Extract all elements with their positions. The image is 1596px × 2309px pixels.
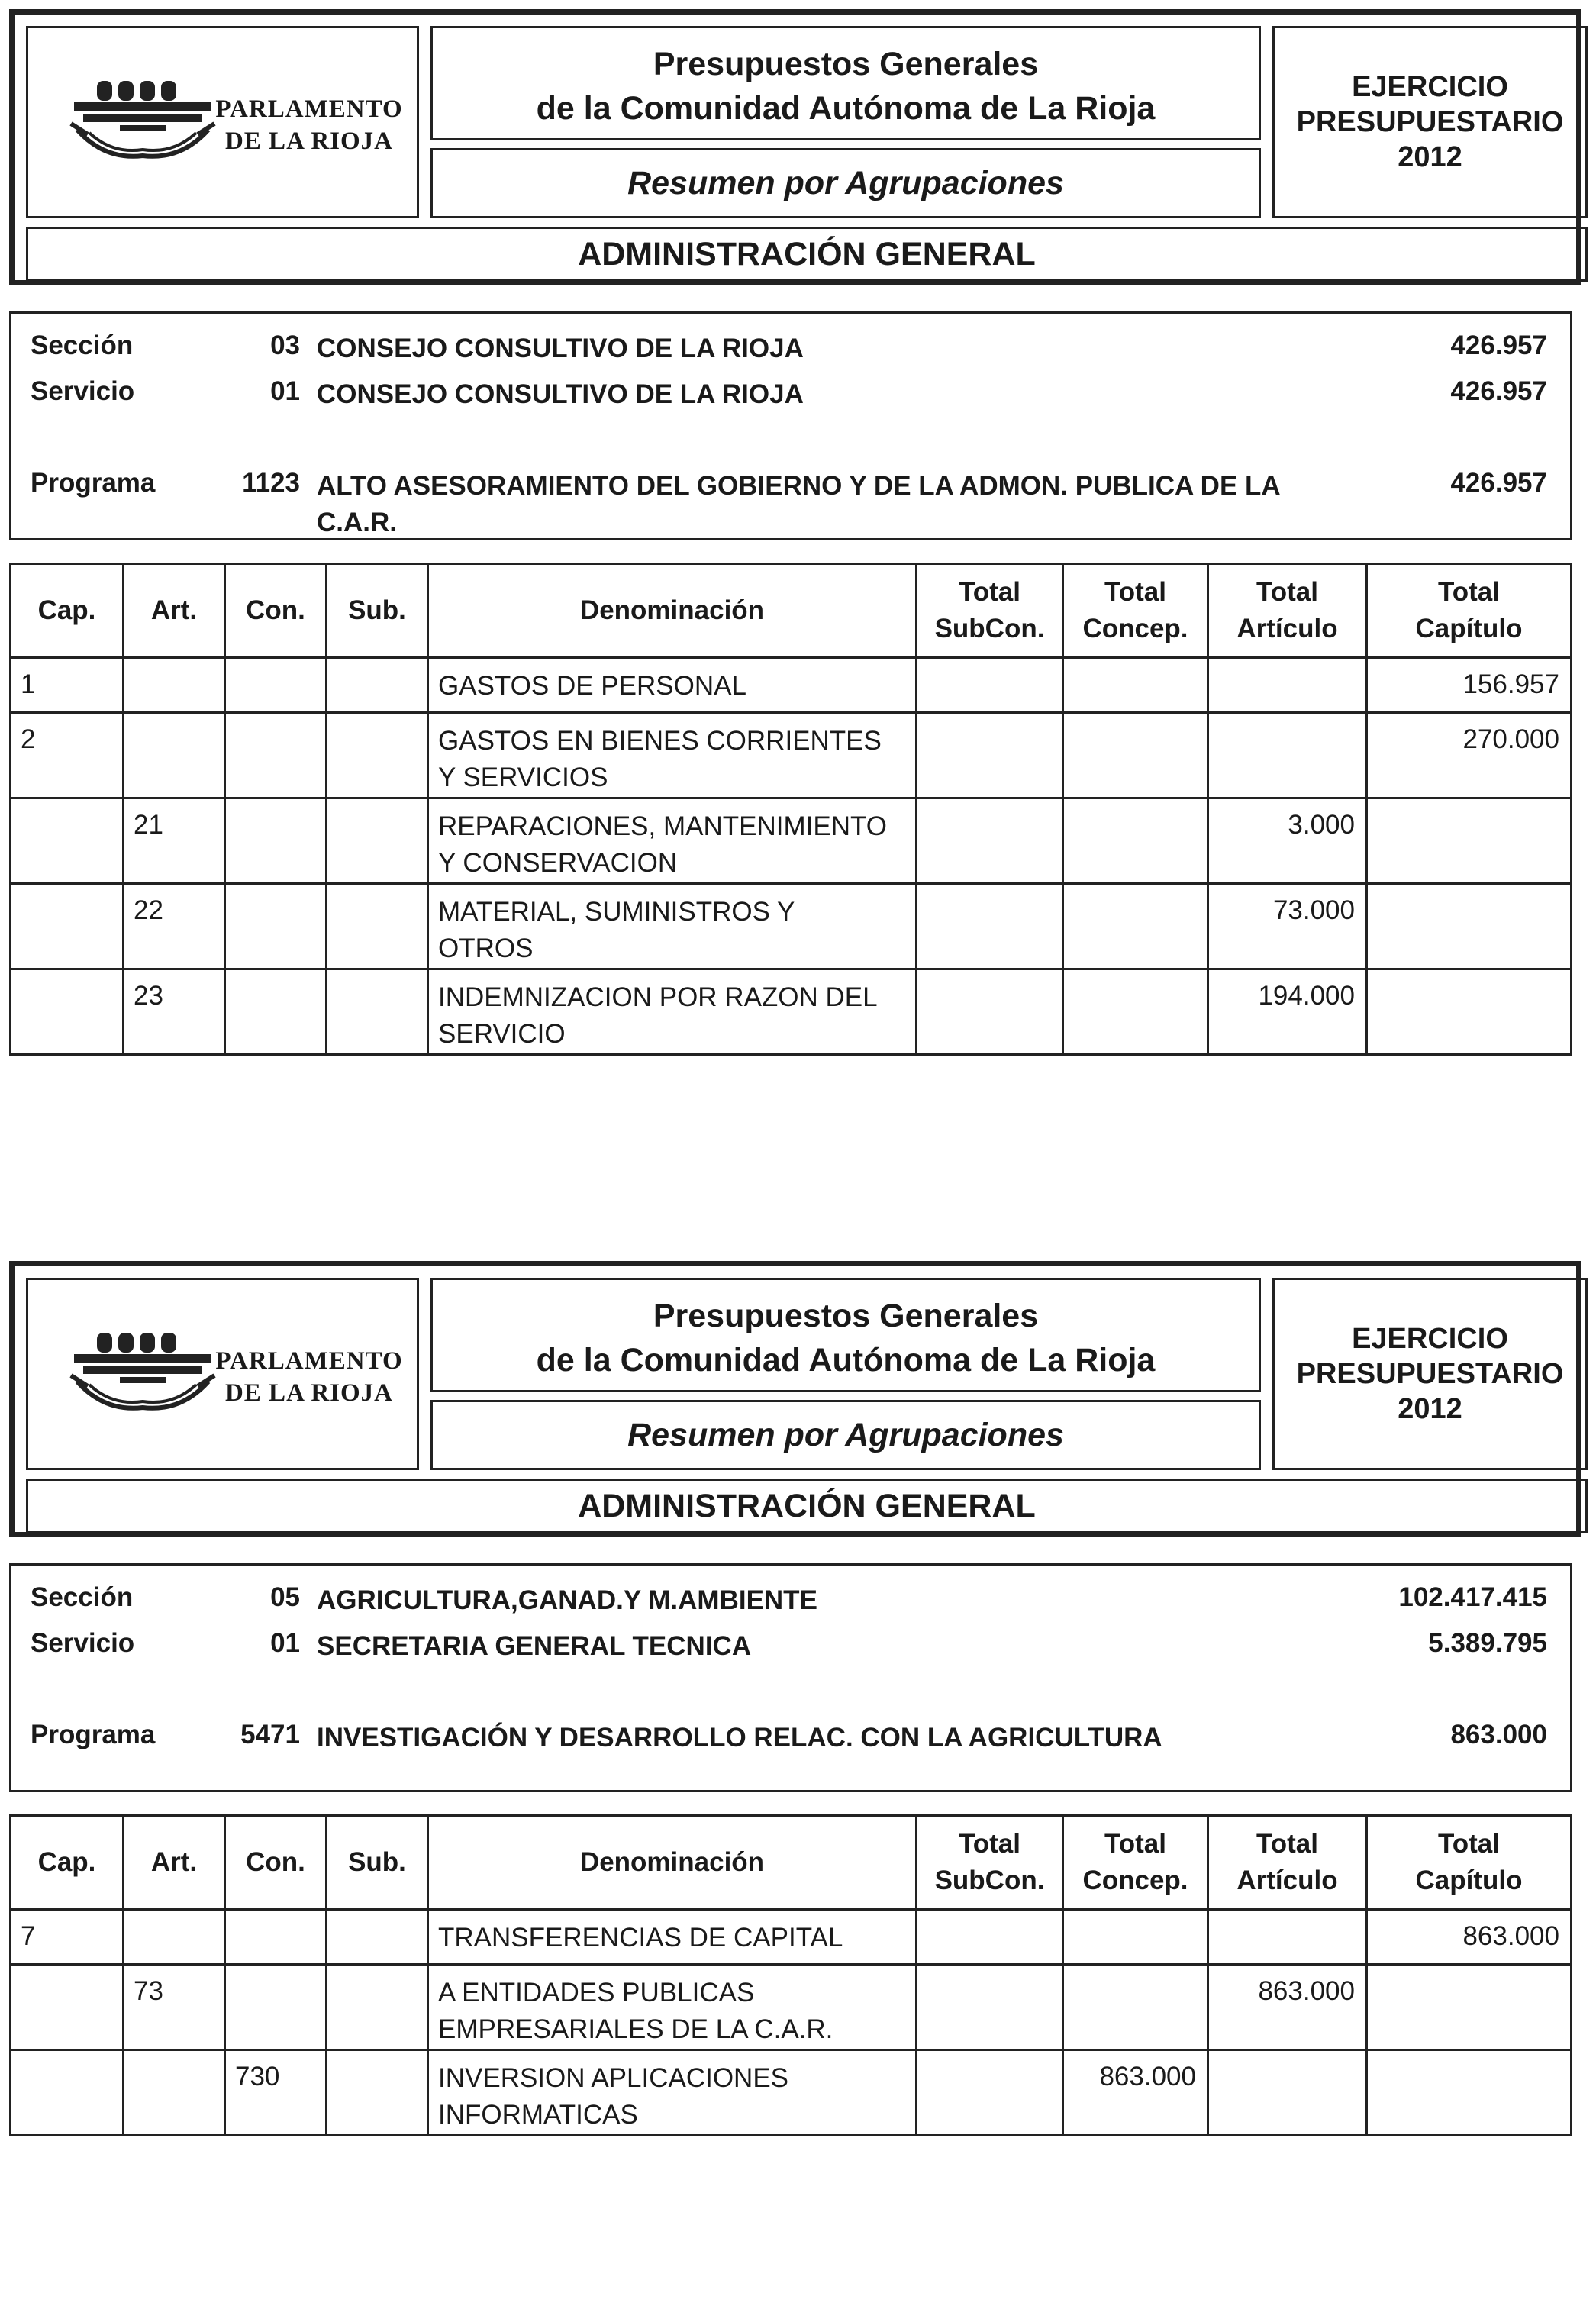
cell-concep [1062, 714, 1207, 797]
cell-capitulo [1365, 970, 1570, 1053]
column-header: Total Concep. [1062, 565, 1207, 656]
column-header: Total Capítulo [1365, 1817, 1570, 1908]
cell-subcon [915, 970, 1062, 1053]
cell-articulo: 73.000 [1207, 885, 1365, 968]
cell-subcon [915, 799, 1062, 882]
administration-title: ADMINISTRACIÓN GENERAL [26, 227, 1588, 282]
section-code: 1123 [242, 468, 300, 498]
parliament-emblem-icon [66, 70, 219, 177]
section-label: Servicio [31, 1628, 135, 1658]
cell-con: 730 [224, 2051, 325, 2134]
section-description: CONSEJO CONSULTIVO DE LA RIOJA [317, 379, 804, 409]
section-amount: 102.417.415 [1398, 1582, 1547, 1612]
column-header: Total Concep. [1062, 1817, 1207, 1908]
table-row [11, 2049, 1570, 2134]
column-header: Sub. [325, 565, 427, 656]
cell-art: 21 [122, 799, 224, 882]
cell-capitulo: 270.000 [1365, 714, 1570, 797]
cell-subcon [915, 714, 1062, 797]
cell-articulo: 3.000 [1207, 799, 1365, 882]
organization-name: PARLAMENTO DE LA RIOJA [215, 1347, 403, 1407]
section-code: 05 [270, 1582, 300, 1612]
document-subtitle: Resumen por Agrupaciones [430, 148, 1261, 218]
column-header: Cap. [37, 1847, 96, 1877]
cell-cap [11, 2051, 122, 2134]
column-header: Denominación [427, 1817, 915, 1908]
fiscal-year-box: EJERCICIO PRESUPUESTARIO 2012 [1272, 1278, 1588, 1470]
section-label: Programa [31, 468, 156, 498]
section-label: Programa [31, 1720, 156, 1749]
section-description: AGRICULTURA,GANAD.Y M.AMBIENTE [317, 1585, 817, 1615]
section-amount: 426.957 [1450, 331, 1547, 360]
section-summary [9, 311, 1572, 540]
cell-concep: 863.000 [1062, 2051, 1207, 2134]
logo-box [26, 1278, 419, 1470]
cell-con [224, 799, 325, 882]
cell-concep [1062, 1911, 1207, 1963]
table-row [11, 882, 1570, 968]
cell-articulo: 863.000 [1207, 1966, 1365, 2049]
column-header: Sub. [325, 1817, 427, 1908]
cell-concep [1062, 1966, 1207, 2049]
table-header-row [11, 1817, 1570, 1908]
cell-sub [325, 659, 427, 711]
section-description: INVESTIGACIÓN Y DESARROLLO RELAC. CON LA AGRICULTURA [317, 1723, 1162, 1753]
cell-subcon [915, 885, 1062, 968]
administration-title: ADMINISTRACIÓN GENERAL [26, 1479, 1588, 1533]
document-title: Presupuestos Generales de la Comunidad Autónoma de La Rioja [430, 26, 1261, 140]
column-header: Denominación [427, 565, 915, 656]
cell-con [224, 1966, 325, 2049]
fiscal-year: 2012 [1398, 141, 1462, 173]
cell-art [122, 714, 224, 797]
table-row [11, 797, 1570, 882]
cell-den: MATERIAL, SUMINISTROS Y OTROS [427, 885, 915, 968]
section-code: 01 [270, 376, 300, 406]
cell-concep [1062, 970, 1207, 1053]
cell-art: 23 [122, 970, 224, 1053]
cell-den: INDEMNIZACION POR RAZON DEL SERVICIO [427, 970, 915, 1053]
budget-table [9, 563, 1572, 1056]
section-description: CONSEJO CONSULTIVO DE LA RIOJA [317, 334, 804, 363]
table-row [11, 656, 1570, 711]
cell-articulo [1207, 1911, 1365, 1963]
table-row [11, 1963, 1570, 2049]
cell-capitulo: 156.957 [1365, 659, 1570, 711]
cell-den: GASTOS EN BIENES CORRIENTES Y SERVICIOS [427, 714, 915, 797]
section-amount: 426.957 [1450, 468, 1547, 498]
cell-cap: 2 [21, 724, 36, 754]
cell-subcon [915, 2051, 1062, 2134]
document-title: Presupuestos Generales de la Comunidad Autónoma de La Rioja [430, 1278, 1261, 1392]
cell-sub [325, 1966, 427, 2049]
cell-den: INVERSION APLICACIONES INFORMATICAS [427, 2051, 915, 2134]
cell-concep [1062, 799, 1207, 882]
cell-sub [325, 2051, 427, 2134]
organization-name: PARLAMENTO DE LA RIOJA [215, 95, 403, 155]
column-header: Total SubCon. [915, 1817, 1062, 1908]
cell-con [224, 659, 325, 711]
section-amount: 863.000 [1450, 1720, 1547, 1749]
document-header [9, 1261, 1581, 1537]
cell-den: TRANSFERENCIAS DE CAPITAL [427, 1911, 915, 1963]
section-code: 03 [270, 331, 300, 360]
cell-capitulo [1365, 885, 1570, 968]
cell-articulo [1207, 2051, 1365, 2134]
column-header: Art. [122, 565, 224, 656]
column-header: Total SubCon. [915, 565, 1062, 656]
logo-box [26, 26, 419, 218]
column-header: Total Artículo [1207, 1817, 1365, 1908]
fiscal-year-box: EJERCICIO PRESUPUESTARIO 2012 [1272, 26, 1588, 218]
cell-den: REPARACIONES, MANTENIMIENTO Y CONSERVACION [427, 799, 915, 882]
cell-subcon [915, 1966, 1062, 2049]
cell-capitulo [1365, 1966, 1570, 2049]
cell-capitulo [1365, 799, 1570, 882]
cell-capitulo [1365, 2051, 1570, 2134]
column-header: Art. [122, 1817, 224, 1908]
cell-articulo [1207, 659, 1365, 711]
column-header: Con. [224, 565, 325, 656]
cell-cap [11, 1966, 122, 2049]
cell-con [224, 1911, 325, 1963]
section-summary [9, 1563, 1572, 1792]
cell-sub [325, 885, 427, 968]
cell-cap [11, 885, 122, 968]
cell-cap [11, 970, 122, 1053]
cell-sub [325, 970, 427, 1053]
table-row [11, 968, 1570, 1053]
section-description: ALTO ASESORAMIENTO DEL GOBIERNO Y DE LA ADMON. PUBLICA DE LA C.A.R. [317, 471, 1280, 537]
cell-sub [325, 1911, 427, 1963]
budget-table [9, 1814, 1572, 2136]
table-row [11, 711, 1570, 797]
budget-block [0, 1252, 1596, 2309]
document-header [9, 9, 1581, 285]
section-label: Sección [31, 331, 134, 360]
column-header: Con. [224, 1817, 325, 1908]
cell-capitulo: 863.000 [1365, 1911, 1570, 1963]
section-description: SECRETARIA GENERAL TECNICA [317, 1631, 752, 1661]
parliament-emblem-icon [66, 1322, 219, 1429]
section-label: Sección [31, 1582, 134, 1612]
table-row [11, 1908, 1570, 1963]
section-code: 5471 [240, 1720, 300, 1749]
cell-concep [1062, 885, 1207, 968]
cell-subcon [915, 1911, 1062, 1963]
cell-sub [325, 714, 427, 797]
budget-block [0, 0, 1596, 1057]
cell-subcon [915, 659, 1062, 711]
cell-art: 22 [122, 885, 224, 968]
cell-con [224, 885, 325, 968]
cell-cap [11, 799, 122, 882]
cell-sub [325, 799, 427, 882]
cell-concep [1062, 659, 1207, 711]
cell-con [224, 714, 325, 797]
cell-art [122, 2051, 224, 2134]
section-code: 01 [270, 1628, 300, 1658]
section-amount: 5.389.795 [1428, 1628, 1547, 1658]
section-label: Servicio [31, 376, 135, 406]
column-header: Cap. [37, 595, 96, 625]
cell-den: GASTOS DE PERSONAL [427, 659, 915, 711]
cell-articulo: 194.000 [1207, 970, 1365, 1053]
document-subtitle: Resumen por Agrupaciones [430, 1400, 1261, 1470]
cell-con [224, 970, 325, 1053]
cell-art [122, 659, 224, 711]
column-header: Total Artículo [1207, 565, 1365, 656]
cell-art: 73 [122, 1966, 224, 2049]
cell-cap: 7 [21, 1921, 36, 1951]
cell-art [122, 1911, 224, 1963]
section-amount: 426.957 [1450, 376, 1547, 406]
fiscal-year: 2012 [1398, 1393, 1462, 1425]
cell-cap: 1 [21, 669, 36, 699]
cell-den: A ENTIDADES PUBLICAS EMPRESARIALES DE LA C.A.R. [427, 1966, 915, 2049]
cell-articulo [1207, 714, 1365, 797]
column-header: Total Capítulo [1365, 565, 1570, 656]
table-header-row [11, 565, 1570, 656]
